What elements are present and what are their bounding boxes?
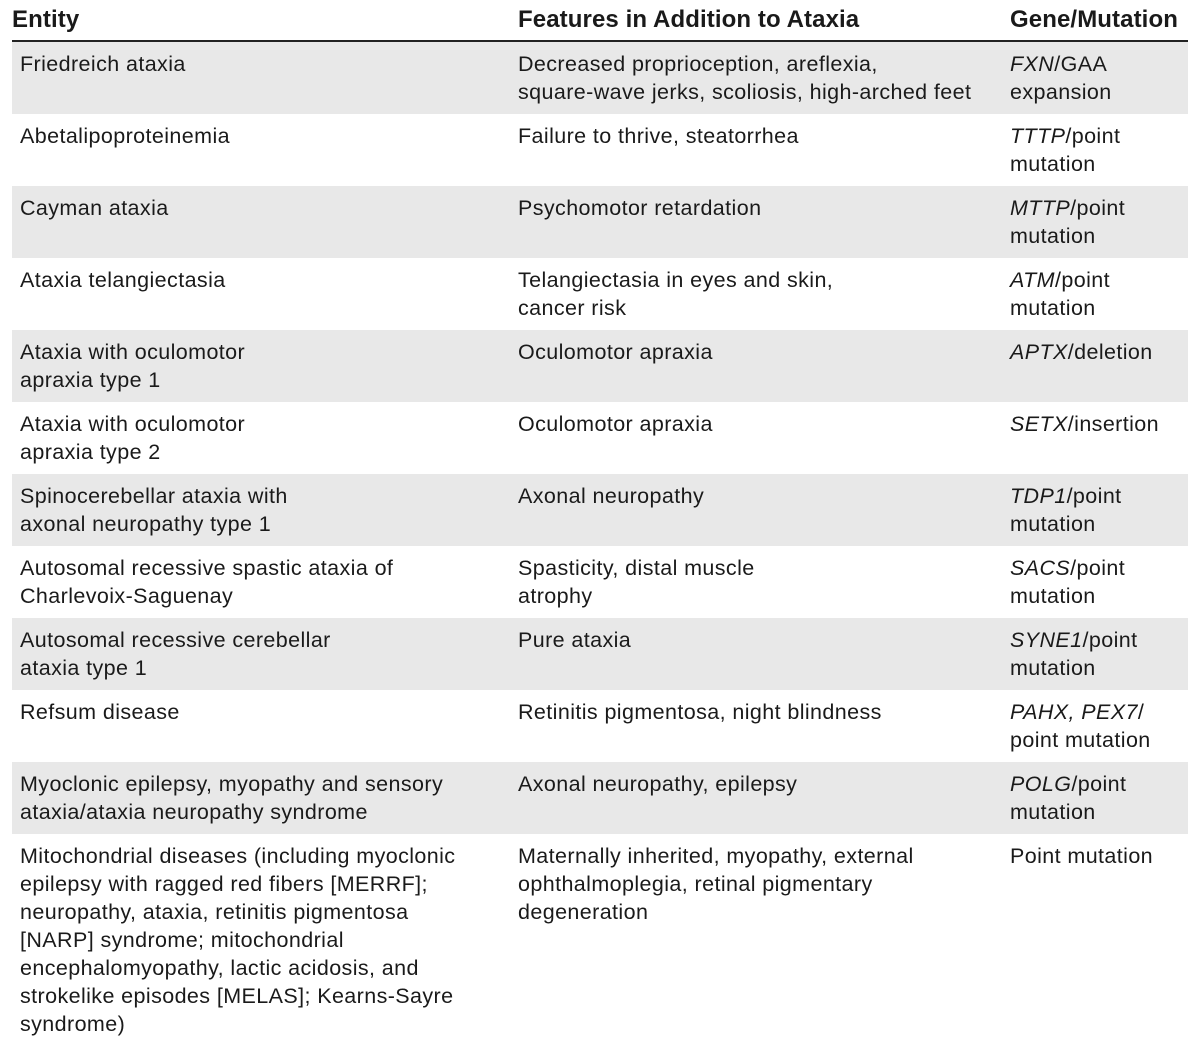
entity-line: Ataxia with oculomotor bbox=[20, 412, 246, 436]
entity-line: Friedreich ataxia bbox=[20, 52, 186, 76]
features-cell bbox=[518, 474, 1010, 546]
gene-line: mutation bbox=[1010, 656, 1096, 680]
gene-symbol: FXN bbox=[1010, 52, 1055, 76]
gene-line: mutation bbox=[1010, 584, 1096, 608]
entity-line: Myoclonic epilepsy, myopathy and sensory bbox=[20, 772, 444, 796]
gene-line: mutation bbox=[1010, 296, 1096, 320]
entity-line: Ataxia telangiectasia bbox=[20, 268, 226, 292]
gene-symbol: SACS bbox=[1010, 556, 1071, 580]
table-row bbox=[12, 618, 1188, 690]
mutation-type: /point bbox=[1070, 556, 1126, 580]
gene-line: point mutation bbox=[1010, 728, 1151, 752]
entity-cell bbox=[12, 834, 518, 1046]
table-row bbox=[12, 546, 1188, 618]
features-cell bbox=[518, 762, 1010, 834]
entity-cell bbox=[12, 114, 518, 186]
features-cell bbox=[518, 690, 1010, 762]
gene-line: mutation bbox=[1010, 800, 1096, 824]
gene-symbol: PAHX, PEX7 bbox=[1010, 700, 1138, 724]
features-line: Psychomotor retardation bbox=[518, 196, 762, 220]
features-cell bbox=[518, 186, 1010, 258]
gene-cell bbox=[1010, 402, 1188, 474]
features-line: Spasticity, distal muscle bbox=[518, 556, 755, 580]
entity-cell bbox=[12, 546, 518, 618]
features-line: degeneration bbox=[518, 900, 649, 924]
mutation-type: / bbox=[1137, 700, 1145, 724]
features-cell bbox=[518, 42, 1010, 114]
features-cell bbox=[518, 258, 1010, 330]
entity-line: ataxia type 1 bbox=[20, 656, 148, 680]
entity-line: Ataxia with oculomotor bbox=[20, 340, 246, 364]
entity-cell bbox=[12, 402, 518, 474]
table-row bbox=[12, 330, 1188, 402]
entity-line: Refsum disease bbox=[20, 700, 180, 724]
entity-cell bbox=[12, 330, 518, 402]
features-cell bbox=[518, 618, 1010, 690]
mutation-type: /insertion bbox=[1067, 412, 1160, 436]
features-line: Decreased proprioception, areflexia, bbox=[518, 52, 878, 76]
entity-line: neuropathy, ataxia, retinitis pigmentosa bbox=[20, 900, 409, 924]
gene-cell bbox=[1010, 762, 1188, 834]
entity-cell bbox=[12, 42, 518, 114]
table-row bbox=[12, 690, 1188, 762]
features-line: Oculomotor apraxia bbox=[518, 412, 713, 436]
entity-line: apraxia type 1 bbox=[20, 368, 161, 392]
gene-cell bbox=[1010, 114, 1188, 186]
entity-line: Autosomal recessive spastic ataxia of bbox=[20, 556, 394, 580]
features-line: atrophy bbox=[518, 584, 593, 608]
entity-line: syndrome) bbox=[20, 1012, 126, 1036]
features-line: Axonal neuropathy, epilepsy bbox=[518, 772, 798, 796]
gene-cell bbox=[1010, 330, 1188, 402]
gene-cell bbox=[1010, 834, 1188, 1046]
header-gene: Gene/Mutation bbox=[1010, 6, 1178, 33]
table-row bbox=[12, 762, 1188, 834]
features-cell bbox=[518, 546, 1010, 618]
table-row bbox=[12, 186, 1188, 258]
gene-cell bbox=[1010, 690, 1188, 762]
entity-cell bbox=[12, 474, 518, 546]
gene-line bbox=[1010, 626, 1188, 654]
gene-line: expansion bbox=[1010, 80, 1112, 104]
gene-cell bbox=[1010, 618, 1188, 690]
table-row bbox=[12, 474, 1188, 546]
features-line: Maternally inherited, myopathy, external bbox=[518, 844, 914, 868]
gene-symbol: APTX bbox=[1010, 340, 1068, 364]
features-line: Telangiectasia in eyes and skin, bbox=[518, 268, 834, 292]
gene-line bbox=[1010, 770, 1188, 798]
gene-line bbox=[1010, 122, 1188, 150]
features-cell bbox=[518, 402, 1010, 474]
entity-line: Cayman ataxia bbox=[20, 196, 169, 220]
mutation-type: /point bbox=[1066, 484, 1122, 508]
gene-line bbox=[1010, 50, 1188, 78]
gene-symbol: TDP1 bbox=[1010, 484, 1067, 508]
gene-symbol: TTTP bbox=[1010, 124, 1066, 148]
entity-line: Autosomal recessive cerebellar bbox=[20, 628, 331, 652]
entity-line: Spinocerebellar ataxia with bbox=[20, 484, 288, 508]
gene-line bbox=[1010, 482, 1188, 510]
entity-line: Charlevoix-Saguenay bbox=[20, 584, 234, 608]
header-features: Features in Addition to Ataxia bbox=[518, 6, 860, 33]
mutation-type: /point bbox=[1071, 772, 1127, 796]
table-body bbox=[12, 42, 1188, 1046]
table-row bbox=[12, 42, 1188, 114]
gene-line: mutation bbox=[1010, 512, 1096, 536]
gene-line bbox=[1010, 194, 1188, 222]
mutation-type: /GAA bbox=[1054, 52, 1108, 76]
gene-cell bbox=[1010, 546, 1188, 618]
features-cell bbox=[518, 114, 1010, 186]
entity-cell bbox=[12, 258, 518, 330]
gene-line bbox=[1010, 266, 1188, 294]
features-cell bbox=[518, 330, 1010, 402]
gene-line bbox=[1010, 698, 1188, 726]
table-row bbox=[12, 834, 1188, 1046]
features-cell bbox=[518, 834, 1010, 1046]
entity-line: Abetalipoproteinemia bbox=[20, 124, 230, 148]
entity-cell bbox=[12, 618, 518, 690]
entity-cell bbox=[12, 762, 518, 834]
features-line: cancer risk bbox=[518, 296, 627, 320]
gene-cell bbox=[1010, 258, 1188, 330]
features-line: Failure to thrive, steatorrhea bbox=[518, 124, 799, 148]
mutation-type: /point bbox=[1070, 196, 1126, 220]
table-header bbox=[12, 0, 1188, 42]
features-line: square-wave jerks, scoliosis, high-arched feet bbox=[518, 80, 972, 104]
gene-symbol: SYNE1 bbox=[1010, 628, 1083, 652]
features-line: Axonal neuropathy bbox=[518, 484, 705, 508]
ataxia-table bbox=[12, 0, 1188, 1046]
features-line: Pure ataxia bbox=[518, 628, 632, 652]
entity-line: encephalomyopathy, lactic acidosis, and bbox=[20, 956, 419, 980]
entity-line: ataxia/ataxia neuropathy syndrome bbox=[20, 800, 368, 824]
entity-cell bbox=[12, 690, 518, 762]
table-row bbox=[12, 402, 1188, 474]
entity-line: Mitochondrial diseases (including myoclonic bbox=[20, 844, 456, 868]
table-row bbox=[12, 114, 1188, 186]
entity-line: epilepsy with ragged red fibers [MERRF]; bbox=[20, 872, 428, 896]
features-line: Oculomotor apraxia bbox=[518, 340, 713, 364]
mutation-type: /point bbox=[1055, 268, 1110, 292]
gene-symbol: SETX bbox=[1010, 412, 1068, 436]
entity-line: axonal neuropathy type 1 bbox=[20, 512, 272, 536]
gene-line bbox=[1010, 554, 1188, 582]
gene-line bbox=[1010, 338, 1188, 366]
features-line: Retinitis pigmentosa, night blindness bbox=[518, 700, 882, 724]
mutation-type: /point bbox=[1065, 124, 1121, 148]
gene-line bbox=[1010, 410, 1188, 438]
entity-cell bbox=[12, 186, 518, 258]
gene-symbol: POLG bbox=[1010, 772, 1072, 796]
gene-cell bbox=[1010, 186, 1188, 258]
mutation-type: /deletion bbox=[1067, 340, 1153, 364]
gene-symbol: ATM bbox=[1010, 268, 1055, 292]
gene-cell bbox=[1010, 474, 1188, 546]
gene-line bbox=[1010, 842, 1188, 870]
gene-line: mutation bbox=[1010, 224, 1096, 248]
gene-line: mutation bbox=[1010, 152, 1096, 176]
gene-symbol: MTTP bbox=[1010, 196, 1071, 220]
table-row bbox=[12, 258, 1188, 330]
mutation-type: /point bbox=[1082, 628, 1138, 652]
features-line: ophthalmoplegia, retinal pigmentary bbox=[518, 872, 873, 896]
mutation-type: Point mutation bbox=[1010, 844, 1154, 868]
gene-cell bbox=[1010, 42, 1188, 114]
entity-line: [NARP] syndrome; mitochondrial bbox=[20, 928, 344, 952]
header-entity: Entity bbox=[12, 6, 80, 33]
entity-line: apraxia type 2 bbox=[20, 440, 161, 464]
entity-line: strokelike episodes [MELAS]; Kearns-Sayre bbox=[20, 984, 454, 1008]
